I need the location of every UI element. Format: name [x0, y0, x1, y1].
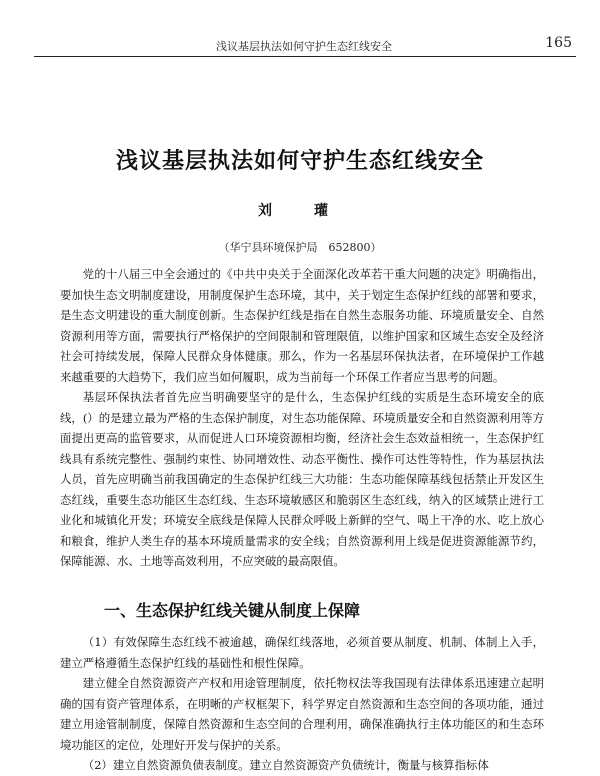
page-number: 165 [545, 35, 572, 51]
article-title: 浅议基层执法如何守护生态红线安全 [115, 148, 484, 174]
paragraph: 基层环保执法者首先应当明确要坚守的是什么，生态保护红线的实质是生态环境安全的底线，(）的是建立最为严格的生态保护制度，对生态功能保障、环境质量安全和自然资源利用等方面提出更高的监管要求，从而促进人口环境资源相均衡，经济社会生态效益相统一，生态保护红线具有系统完整性、强制约束性、协同增效性、动态平衡性、操作可达性等特性，作为基层执法人员，首先应明确当前我国确定的生态保护红线三大功能：生态功能保障基线包括禁止开发区生态红线，重要生态功能区生态红线、生态环境敏感区和脆弱区生态红线，纳入的区域禁止进行工业化和城镇化开发；环境安全底线是保障人民群众呼吸上新鲜的空气、喝上干净的水、吃上放心和粮食，维护人类生存的基本环境质量需求的安全线；自然资源利用上线是促进资源能源节约，保障能源、水、土地等高效利用，不应突破的最高限值。 [60, 390, 544, 568]
paragraph: 党的十八届三中全会通过的《中共中央关于全面深化改革若干重大问题的决定》明确指出，要加快生态文明制度建设，用制度保护生态环境，其中，关于划定生态保护红线的部署和要求，是生态文明建设的重大制度创新。生态保护红线是指在自然生态服务功能、环境质量安全、自然资源利用等方面，需要执行严格保护的空间限制和管理限值，以维护国家和区域生态安全及经济社会可持续发展，保障人民群众身体健康。那么，作为一名基层环保执法者，在环境保护工作越来越重要的大趋势下，我们应当如何履职，成为当前每一个环保工作者应当思考的问题。 [60, 267, 544, 384]
paragraph: 建立健全自然资源资产产权和用途管理制度，依托物权法等我国现有法律体系迅速建立起明确的国有资产管理体系，在明晰的产权框架下，科学界定自然资源和生态空间的各项功能，通过建立用途管制制度，保障自然资源和生态空间的合理利用，确保准确执行主体功能区的和生态环境功能区的定位，处理好开发与保护的关系。 [60, 676, 544, 752]
article-author: 刘 瓘 [258, 203, 342, 219]
section-body [60, 632, 544, 776]
section-heading: 一、生态保护红线关键从制度上保障 [104, 601, 361, 620]
paragraph: （2）建立自然资源负债表制度。建立自然资源资产负债统计，衡量与核算指标体 [82, 758, 489, 772]
running-head [34, 34, 576, 57]
paragraph: （1）有效保障生态红线不被逾越，确保红线落地，必须首要从制度、机制、体制上入手，建立严格遵循生态保护红线的基础性和根性保障。 [60, 635, 544, 670]
running-head-title: 浅议基层执法如何守护生态红线安全 [216, 40, 392, 53]
article-affiliation: （华宁县环境保护局 652800） [218, 241, 382, 254]
intro-body [60, 264, 544, 572]
